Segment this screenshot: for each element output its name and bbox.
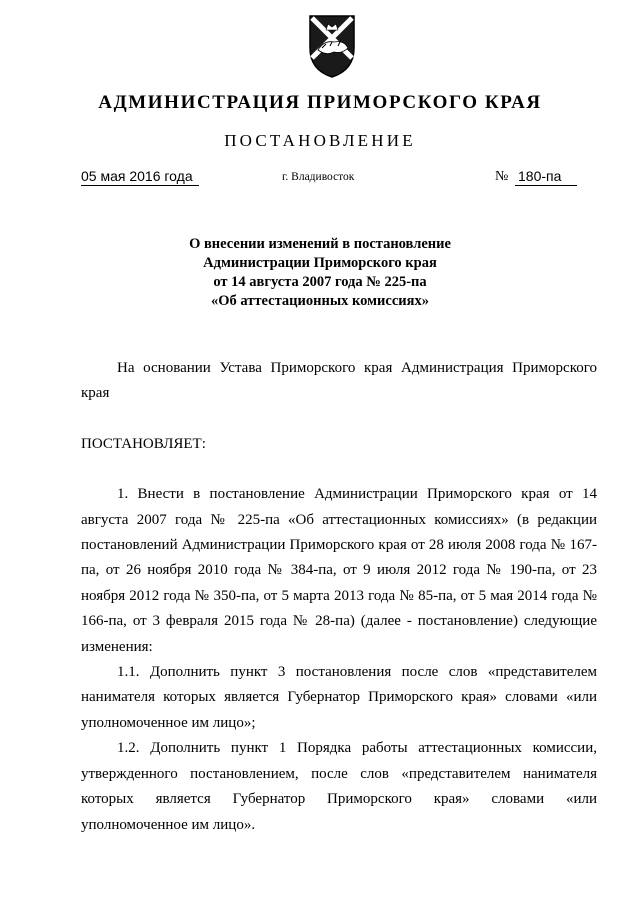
- document-meta-row: [0, 168, 640, 190]
- document-date: 05 мая 2016 года: [81, 168, 199, 186]
- item-1-1-paragraph: 1.1. Дополнить пункт 3 постановления после слов «представителем нанимателя которых является Губернатор Приморского края» словами «или уполномоченное им лицо»;: [81, 664, 597, 731]
- item-1-paragraph: 1. Внести в постановление Администрации Приморского края от 14 августа 2007 года № 225-па «Об аттестационных комиссиях» (в редакции постановлений Администрации Приморского края от 28 июля 2008 года № 167-па, от 26 ноября 2010 года № 384-па, от 9 июля 2012 года № 190-па, от 23 ноября 2012 года № 350-па, от 5 марта 2013 года № 85-па, от 5 мая 2014 года № 166-па, от 3 февраля 2015 года № 28-па) (далее - постановление) следующие изменения:: [81, 486, 597, 655]
- document-city: г. Владивосток: [282, 171, 355, 183]
- document-number-label: №: [495, 169, 509, 184]
- heading-line: Администрации Приморского края: [203, 255, 437, 271]
- coat-of-arms-emblem: [304, 10, 360, 80]
- heading-line: О внесении изменений в постановление: [189, 236, 451, 252]
- heading-line: «Об аттестационных комиссиях»: [211, 293, 429, 309]
- document-body: [81, 356, 597, 838]
- heading-line: от 14 августа 2007 года № 225-па: [213, 274, 427, 290]
- item-1-2-paragraph: 1.2. Дополнить пункт 1 Порядка работы аттестационных комиссии, утвержденного постановлением, после слов «представителем нанимателя которых является Губернатор Приморского края» словами «или уполномоченное им лицо».: [81, 740, 597, 833]
- document-heading: [0, 235, 640, 311]
- resolves-word: ПОСТАНОВЛЯЕТ:: [81, 435, 206, 452]
- document-number: 180-па: [515, 168, 577, 186]
- organization-title: АДМИНИСТРАЦИЯ ПРИМОРСКОГО КРАЯ: [98, 92, 542, 113]
- document-type: ПОСТАНОВЛЕНИЕ: [224, 131, 416, 150]
- preamble-paragraph: На основании Устава Приморского края Администрация Приморского края: [81, 360, 597, 402]
